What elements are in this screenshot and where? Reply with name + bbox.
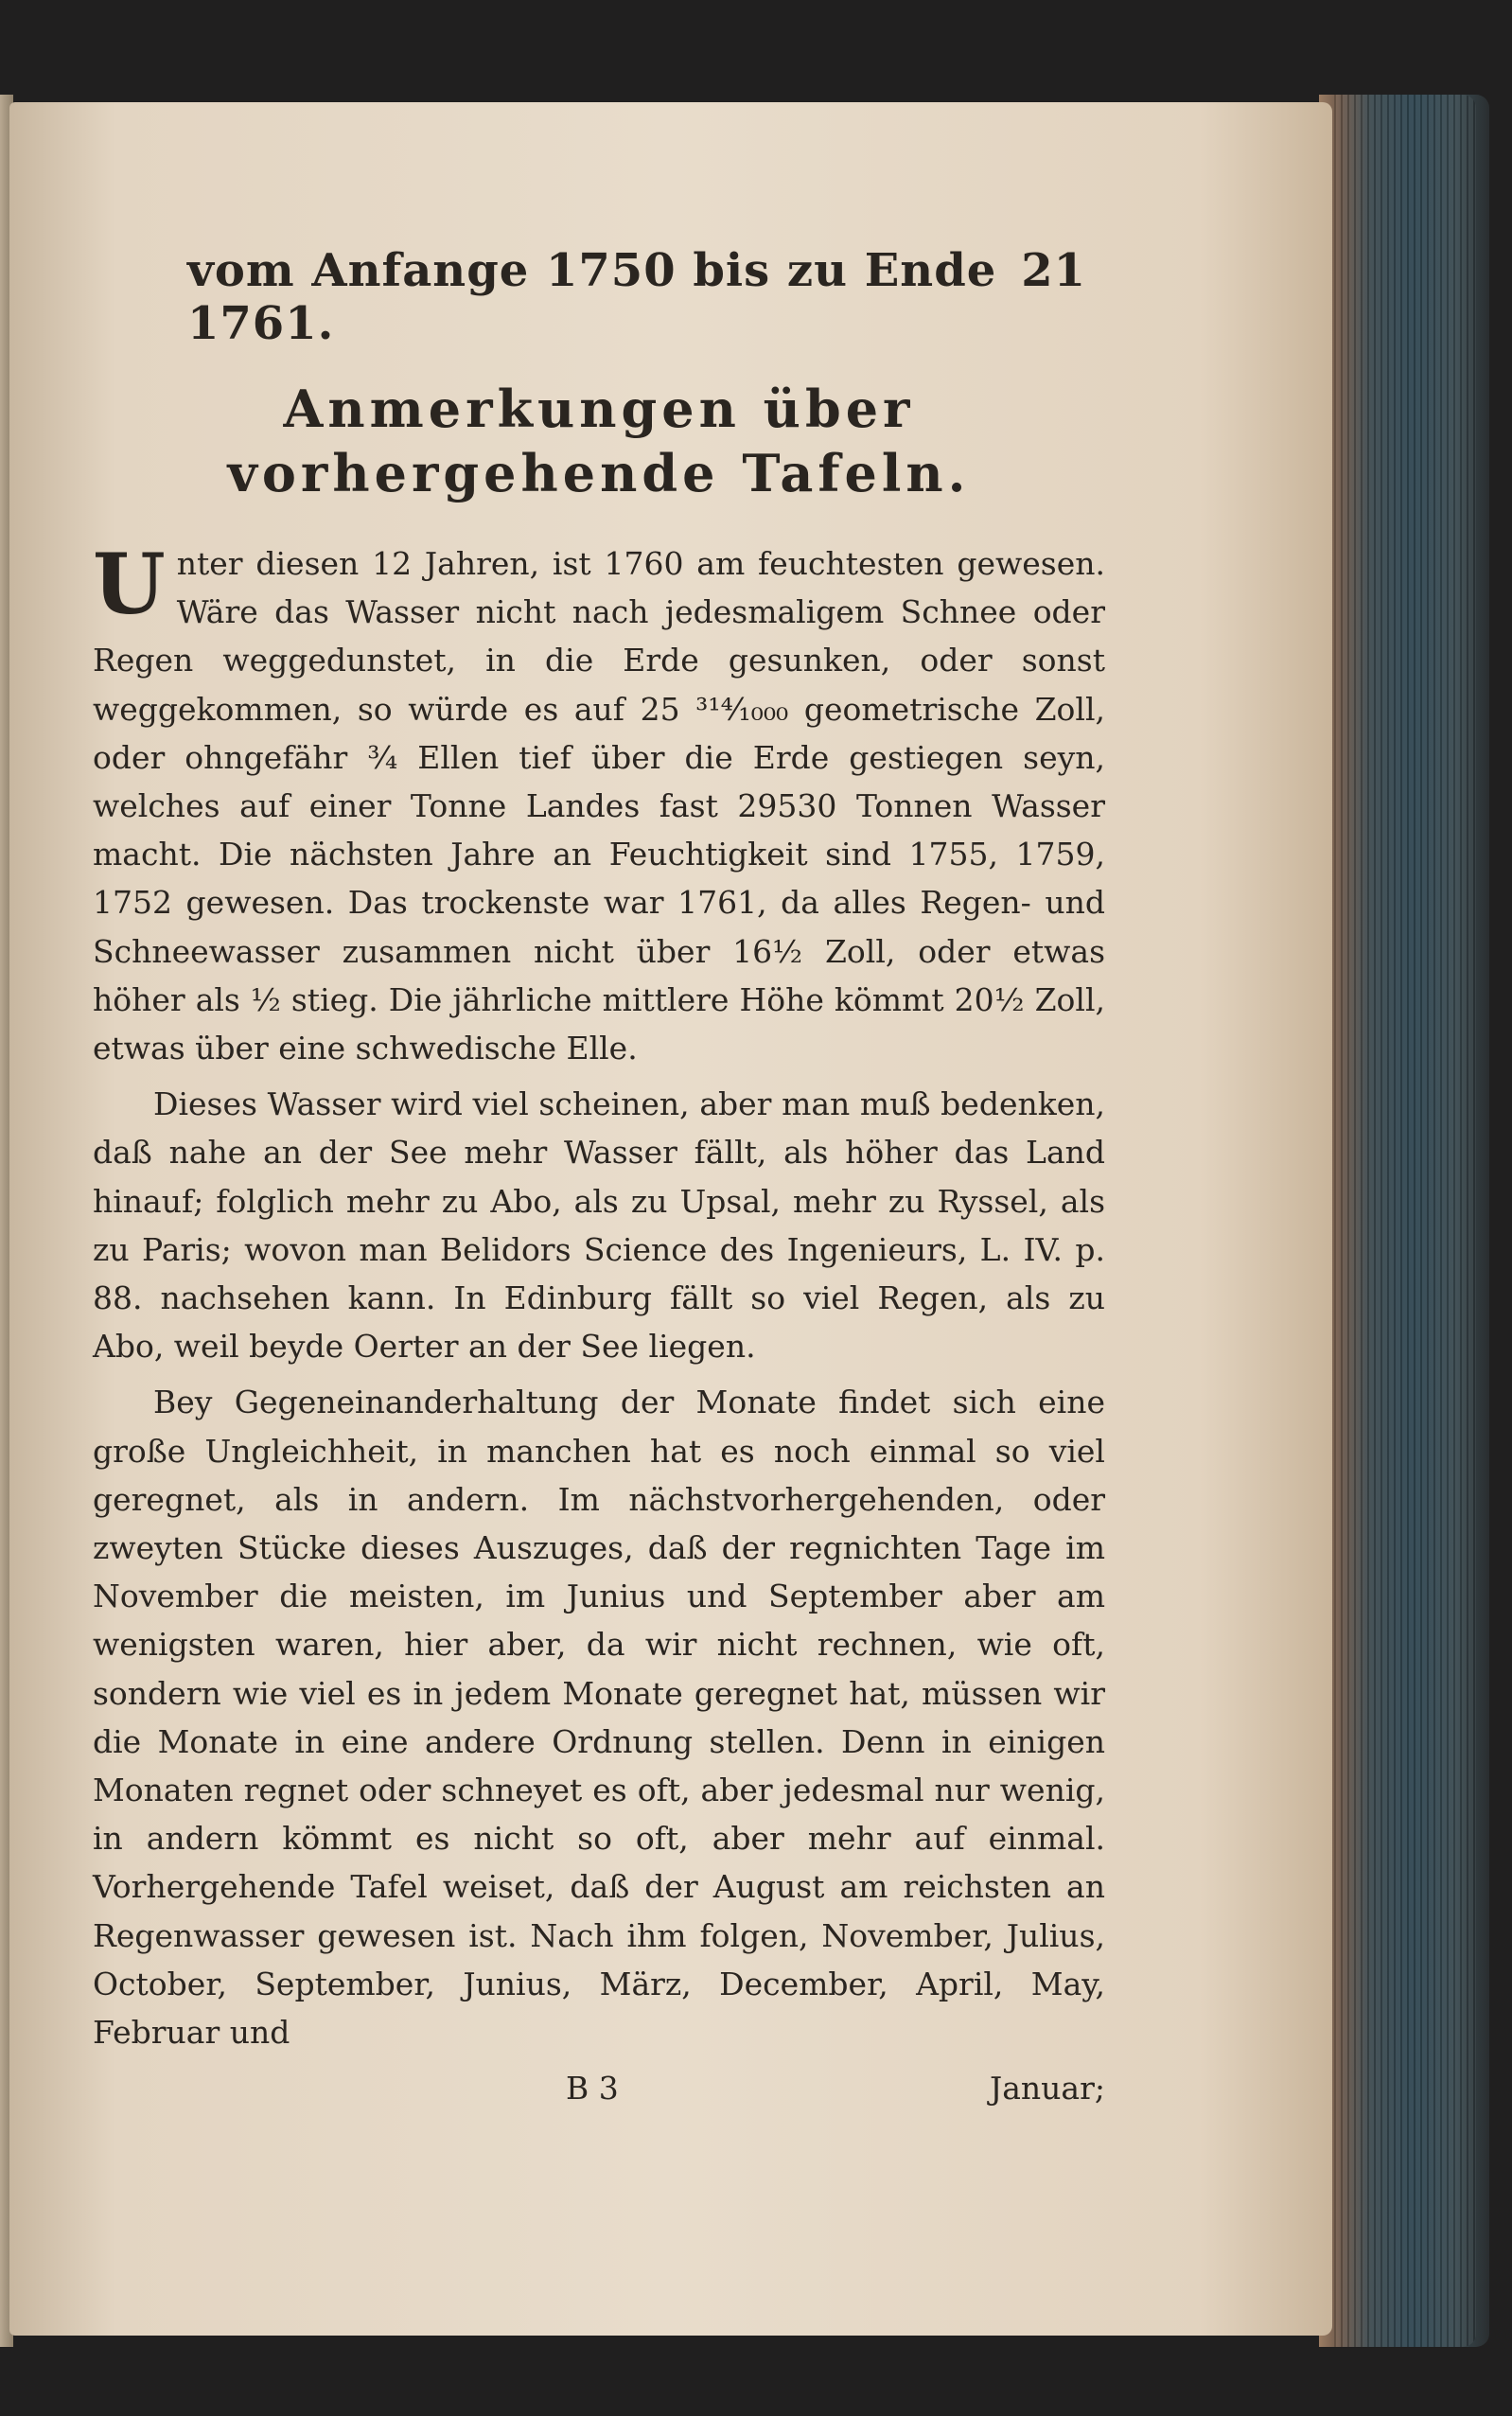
paragraph-text: nter diesen 12 Jahren, ist 1760 am feuchtesten gewesen. Wäre das Wasser nicht nach jedesmaligem Schnee oder Regen weggedunstet, in die Erde gesunken, oder sonst weggekommen, so würde es auf 25 ³¹⁴⁄₁₀₀₀ geometrische Zoll, oder ohngefähr ¾ Ellen tief über die Erde gestiegen seyn, welches auf einer Tonne Landes fast 29530 Tonnen Wasser macht. Die nächsten Jahre an Feuchtigkeit sind 1755, 1759, 1752 gewesen. Das trockenste war 1761, da alles Regen- und Schneewasser zusammen nicht über 16½ Zoll, oder etwas höher als ½ stieg. Die jährliche mittlere Höhe kömmt 20½ Zoll, etwas über eine schwedische Elle. [93, 545, 1105, 1067]
page-footer [93, 2064, 1105, 2112]
paragraph-text: Bey Gegeneinanderhaltung der Monate findet sich eine große Ungleichheit, in manchen hat es noch einmal so viel geregnet, als in andern. Im nächstvorhergehenden, oder zweyten Stücke dieses Auszuges, daß der regnichten Tage im November die meisten, im Junius und September aber am wenigsten waren, hier aber, da wir nicht rechnen, wie oft, sondern wie viel es in jedem Monate geregnet hat, müssen wir die Monate in eine andere Ordnung stellen. Denn in einigen Monaten regnet oder schneyet es oft, aber jedesmal nur wenig, in andern kömmt es nicht so oft, aber mehr auf einmal. Vorhergehende Tafel weiset, daß der August am reichsten an Regenwasser gewesen ist. Nach ihm folgen, November, Julius, October, September, Junius, März, December, April, May, Februar und [93, 1384, 1105, 2052]
page-text-block [93, 244, 1105, 2112]
signature-mark: B 3 [566, 2070, 619, 2107]
page-number: 21 [1021, 244, 1086, 297]
paragraph-text: Dieses Wasser wird viel scheinen, aber man muß bedenken, daß nahe an der See mehr Wasser fällt, als höher das Land hinauf; folglich mehr zu Abo, als zu Upsal, mehr zu Ryssel, als zu Paris; wovon man Belidors Science des Ingenieurs, L. IV. p. 88. nachsehen kann. In Edinburg fällt so viel Regen, als zu Abo, weil beyde Oerter an der See liegen. [93, 1085, 1105, 1366]
paragraph-1 [93, 535, 1105, 1072]
book-page [9, 102, 1332, 2336]
book-fore-edge-pages [1334, 95, 1476, 2347]
paragraph-2 [93, 1080, 1105, 1370]
section-heading: Anmerkungen über vorhergehende Tafeln. [227, 379, 971, 503]
drop-cap: U [93, 535, 166, 633]
running-title: vom Anfange 1750 bis zu Ende 1761. [187, 244, 997, 350]
paragraph-3 [93, 1378, 1105, 2056]
running-head [93, 244, 1105, 350]
catchword: Januar; [990, 2070, 1105, 2107]
